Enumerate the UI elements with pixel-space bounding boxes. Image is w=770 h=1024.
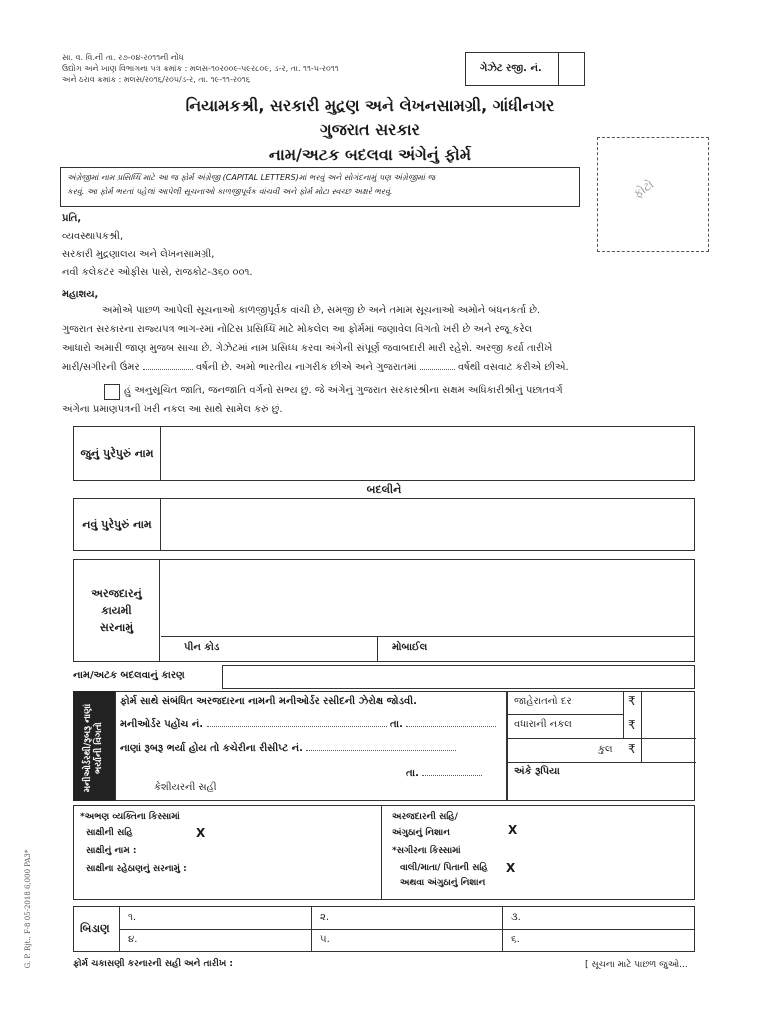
see-back-note: [ સૂચના માટે પાછળ જુઓ... [585, 960, 688, 970]
enclosure-6[interactable]: ૬. [511, 934, 520, 945]
side-print-code: G. P. Rjt., F-8 05-2018 6,000 PA3* [24, 849, 32, 969]
fee-total-label: કુલ [598, 744, 613, 755]
instead-label: બદલીને [366, 483, 402, 496]
witness-sign-label: સાક્ષીની સહિ [86, 828, 133, 838]
witness-name-label: સાક્ષીનું નામ : [86, 846, 137, 856]
age-field[interactable] [143, 369, 193, 370]
address-line-1: વ્યવસ્થાપકશ્રી, [62, 231, 124, 242]
witness-title: *અભણ વ્યક્તિના કિસ્સામાં [80, 812, 180, 822]
fee-copy-label: વધારાની નકલ [514, 719, 572, 730]
payment-details-box [115, 691, 507, 801]
enclosure-4[interactable]: ૪. [128, 934, 138, 945]
guardian-thumb-label: અથવા અંગુઠાનું નિશાન [400, 878, 486, 888]
money-order-date-label: તા. [390, 719, 403, 730]
receipt-field[interactable] [306, 750, 456, 751]
applicant-address-label: અરજદારનું કાયમી સરનામું [74, 560, 160, 661]
money-order-field[interactable] [207, 726, 387, 727]
old-name-row [73, 426, 695, 481]
rupee-icon-2: ₹ [628, 718, 636, 732]
new-name-row [73, 498, 695, 551]
applicant-sign-x[interactable]: X [508, 823, 518, 837]
heading-government: ગુજરાત સરકાર [320, 120, 420, 139]
witness-address-label: સાક્ષીના રહેઠાણનું સરનામું : [86, 864, 187, 874]
money-order-label: મનીઓર્ડર પહોંચ નં. [120, 719, 204, 730]
para-line-4a: મારી/સગીરની ઉંમર [62, 362, 140, 373]
payment-row-1: ફોર્મ સાથે સંબંધિત અરજદારના નામની મનીઓર્ડર રસીદની ઝેરોક્ષ જોડવી. [120, 696, 417, 707]
top-references [62, 52, 339, 85]
caste-checkbox[interactable] [104, 384, 120, 400]
guardian-sign-label: વાલી/માતા/ પિતાની સહિ [400, 863, 488, 873]
mobile-label: મોબાઈલ [392, 642, 428, 653]
para-line-4c: વર્ષથી વસવાટ કરીએ છીએ. [458, 362, 569, 373]
applicant-sign-label-2: અંગુઠાનું નિશાન [392, 828, 450, 838]
signature-box [73, 805, 695, 900]
enclosure-1[interactable]: ૧. [128, 912, 137, 923]
recipient-address [62, 211, 253, 280]
receipt-label: નાણાં રૂબરૂ ભર્યા હોય તો કચેરીના રીસીપ્ટ નં. [120, 743, 303, 754]
receipt-date-field[interactable] [422, 775, 482, 776]
caste-line-1: હું અનુસૂચિત જાતિ, જનજાતિ વર્ગનો સભ્ય છું. જે અંગેનું ગુજરાત સરકારશ્રીના સક્ષમ અધિકારીશ્રીનું પછાતવર્ગ [124, 385, 563, 396]
payment-vertical-band [73, 691, 115, 801]
minor-title: *સગીરના કિસ્સામાં [392, 846, 461, 856]
enclosures-label: બિડાણ [80, 922, 110, 935]
fee-ad-label: જાહેરાતનો દર [514, 696, 572, 707]
address-line-2: સરકારી મુદ્રણાલય અને લેખનસામગ્રી, [62, 249, 215, 260]
applicant-address-field[interactable] [161, 560, 694, 636]
heading-office: નિયામકશ્રી, સરકારી મુદ્રણ અને લેખનસામગ્રી, ગાંધીનગર [185, 96, 555, 115]
instruction-line-1: અંગ્રેજીમાં નામ પ્રસિધ્ધિ માટે આ જ ફોર્મ અંગ્રેજી (CAPITAL LETTERS)માં ભરવું અને સોગંદનામું પણ અંગ્રેજીમાં જ [67, 173, 436, 182]
instruction-box [60, 167, 580, 207]
reason-field[interactable] [222, 665, 695, 689]
ref-line-3: અને ઠરાવ ક્રમાંક : મલસ/ર૦૧૬/ર૦૫/ડ-ર, તા. ૧૯-૧૧-ર૦૧૬ [62, 75, 251, 84]
enclosures-table [73, 906, 695, 952]
enclosure-3[interactable]: ૩. [511, 912, 521, 923]
new-name-label: નવું પુરેપુરું નામ [74, 499, 161, 550]
rupee-icon-1: ₹ [628, 694, 636, 708]
rupee-icon-3: ₹ [628, 742, 636, 756]
gazette-reg-label: ગેઝેટ રજી. નં. [480, 63, 542, 74]
enclosure-2[interactable]: ૨. [320, 912, 330, 923]
address-line-3: નવી કલેકટર ઓફીસ પાસે, રાજકોટ-૩૬૦ ૦૦૧. [62, 267, 253, 278]
para-line-1: અમોએ પાછળ આપેલી સૂચનાઓ કાળજીપૂર્વક વાંચી છે, સમજી છે અને તમામ સૂચનાઓ અમોને બંધનકર્તા છે. [102, 305, 541, 316]
enclosure-5[interactable]: ૫. [320, 934, 330, 945]
para-line-3: આધારો અમારી જાણ મુજબ સાચા છે. ગેઝેટમાં નામ પ્રસિધ્ધ કરવા અંગેની સંપૂર્ણ જવાબદારી મારી રહેશે. અરજી કર્યા તારીખે [62, 343, 553, 354]
residence-years-field[interactable] [420, 369, 455, 370]
salutation: મહાશય, [62, 289, 99, 300]
gazette-reg-box [465, 52, 585, 86]
payment-vertical-label: મનીઓર્ડરથી/રૂબરૂ નાણાં ભર્યાની વિગતો [83, 703, 104, 793]
fee-box [507, 691, 695, 801]
declaration-paragraph [62, 303, 702, 375]
fee-words-label: અંકે રૂપિયા [514, 766, 560, 777]
ref-line-2: ઉદ્યોગ અને ખાણ વિભાગના પત્ર ક્રમાંક : મલસ-૧૦ર૦૦૯-પ૯ર૮૦૯, ડ-ર, તા. ૧૧-૫-ર૦૧૧ [62, 64, 339, 73]
pin-code-label: પીન કોડ [184, 642, 220, 653]
reason-label: નામ/અટક બદલવાનું કારણ [73, 670, 185, 681]
ref-line-1: સા. વ. વિ.ની તા. ર૭-૦૪-ર૦૧૧ની નોંધ [62, 53, 184, 62]
applicant-sign-label-1: અરજદારની સહિ/ [392, 812, 458, 822]
witness-sign-x[interactable]: X [196, 826, 206, 840]
new-name-field[interactable] [161, 499, 694, 550]
caste-line-2: અંગેના પ્રમાણપત્રની ખરી નકલ આ સાથે સામેલ કરું છું. [62, 404, 283, 415]
verifier-sign-label: ફોર્મ ચકાસણી કરનારની સહી અને તારીખ : [73, 959, 234, 969]
para-line-4b: વર્ષની છે. અમો ભારતીય નાગરીક છીએ અને ગુજરાતમાં [196, 362, 417, 373]
address-to: પ્રતિ, [62, 213, 82, 224]
receipt-date-label: તા. [406, 768, 419, 779]
old-name-field[interactable] [161, 427, 694, 480]
old-name-label: જુનું પુરેપુરું નામ [74, 427, 161, 480]
applicant-address-row [73, 559, 695, 662]
guardian-sign-x[interactable]: X [506, 861, 516, 875]
cashier-sign-label: કેશીયરની સહી [154, 782, 217, 793]
para-line-2: ગુજરાત સરકારના રાજ્યપત્ર ભાગ-રમાં નોટિસ પ્રસિધ્ધિ માટે મોકલેલ આ ફોર્મમાં જણાવેલ વિગતો ખરી છે અને રજૂ કરેલ [62, 324, 533, 335]
instruction-line-2: કરવું. આ ફોર્મ ભરતાં પહેલાં આપેલી સૂચનાઓ કાળજીપૂર્વક વાંચવી અને ફોર્મ મોટા સ્વચ્છ અક્ષરે ભરવું. [67, 187, 393, 196]
heading-form-title: નામ/અટક બદલવા અંગેનું ફોર્મ [268, 145, 472, 164]
money-order-date-field[interactable] [406, 726, 496, 727]
photo-label: ફોટો [630, 177, 657, 202]
photo-box[interactable] [597, 137, 709, 252]
